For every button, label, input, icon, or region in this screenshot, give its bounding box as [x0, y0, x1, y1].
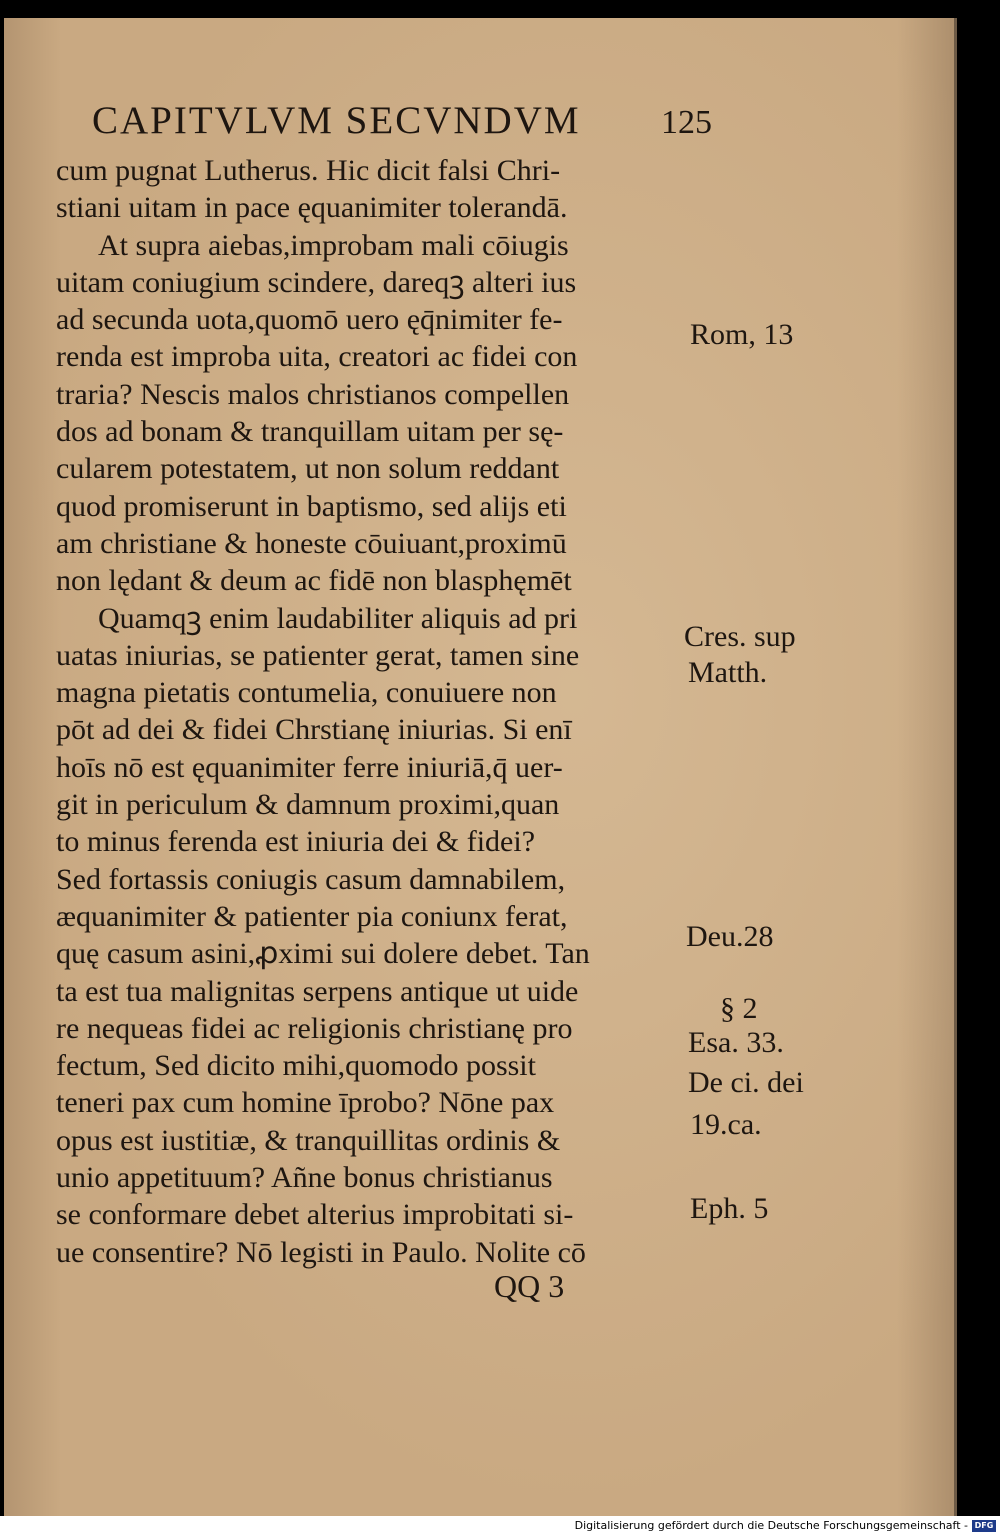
text-line: se conformare debet alterius improbitati si- [56, 1198, 574, 1232]
text-line: ad secunda uota,quomō uero ęq̄nimiter fe- [56, 303, 563, 337]
text-line: cularem potestatem, ut non solum reddant [56, 452, 560, 486]
text-line: renda est improba uita, creatori ac fidei con [56, 340, 578, 374]
funding-credit: Digitalisierung gefördert durch die Deutsche Forschungsgemeinschaft - [574, 1519, 968, 1532]
text-line: uitam coniugium scindere, dareqꝫ alteri ius [56, 265, 577, 299]
text-line: cum pugnat Lutherus. Hic dicit falsi Chri- [56, 154, 561, 187]
text-line: hoīs nō est ęquanimiter ferre iniuriā,q̄ uer- [56, 750, 563, 784]
text-line: opus est iustitiæ, & tranquillitas ordinis & [56, 1123, 561, 1157]
text-line: At supra aiebas,improbam mali cōiugis [98, 228, 569, 262]
text-line: Quamqꝫ enim laudabiliter aliquis ad pri [98, 601, 578, 635]
text-line: non lędant & deum ac fidē non blasphęmēt [56, 564, 572, 598]
footer-bar [0, 1516, 1000, 1537]
text-line: traria? Nescis malos christianos compellen [56, 377, 570, 411]
marginal-note: Cres. sup [684, 620, 796, 653]
text-line: fectum, Sed dicito mihi,quomodo possit [56, 1049, 536, 1083]
text-line: pōt ad dei & fidei Chrstianę iniurias. Si enī [56, 713, 572, 747]
text-line: re nequeas fidei ac religionis christianę pro [56, 1011, 573, 1045]
text-line: stiani uitam in pace ęquanimiter tolerandā. [56, 191, 568, 225]
marginal-note: § 2 [720, 992, 758, 1025]
body-text [56, 152, 686, 1271]
text-line: quę casum asini,ꝓximi sui dolere debet. Tan [56, 937, 590, 971]
text-line: unio appetituum? Añne bonus christianus [56, 1161, 553, 1195]
marginal-note: Rom, 13 [690, 318, 794, 351]
text-line: æquanimiter & patienter pia coniunx ferat, [56, 899, 568, 933]
marginal-note: Eph. 5 [690, 1192, 769, 1225]
text-line: magna pietatis contumelia, conuiuere non [56, 676, 557, 710]
page-header [92, 98, 712, 143]
page-number: 125 [661, 104, 712, 141]
text-line: to minus ferenda est iniuria dei & fidei? [56, 825, 536, 859]
signature-mark: QQ 3 [494, 1268, 565, 1304]
marginal-note: 19.ca. [690, 1108, 762, 1141]
marginal-note: Matth. [688, 656, 768, 689]
text-line: quod promiserunt in baptismo, sed alijs eti [56, 489, 567, 523]
marginal-note: Deu.28 [686, 920, 774, 953]
text-line: uatas iniurias, se patienter gerat, tamen sine [56, 638, 580, 672]
marginal-note: Esa. 33. [688, 1026, 784, 1059]
text-line: ta est tua malignitas serpens antique ut uide [56, 974, 579, 1008]
text-line: Sed fortassis coniugis casum damnabilem, [56, 862, 566, 896]
dfg-logo: DFG [972, 1520, 996, 1532]
running-title: CAPITVLVM SECVNDVM [92, 99, 581, 142]
text-line: teneri pax cum homine īprobo? Nōne pax [56, 1086, 555, 1120]
text-line: am christiane & honeste cōuiuant,proximū [56, 526, 567, 560]
text-line: ue consentire? Nō legisti in Paulo. Nolite cō [56, 1235, 586, 1269]
text-line: dos ad bonam & tranquillam uitam per sę- [56, 415, 564, 449]
text-line: git in periculum & damnum proximi,quan [56, 788, 560, 822]
marginal-note: De ci. dei [688, 1066, 804, 1099]
